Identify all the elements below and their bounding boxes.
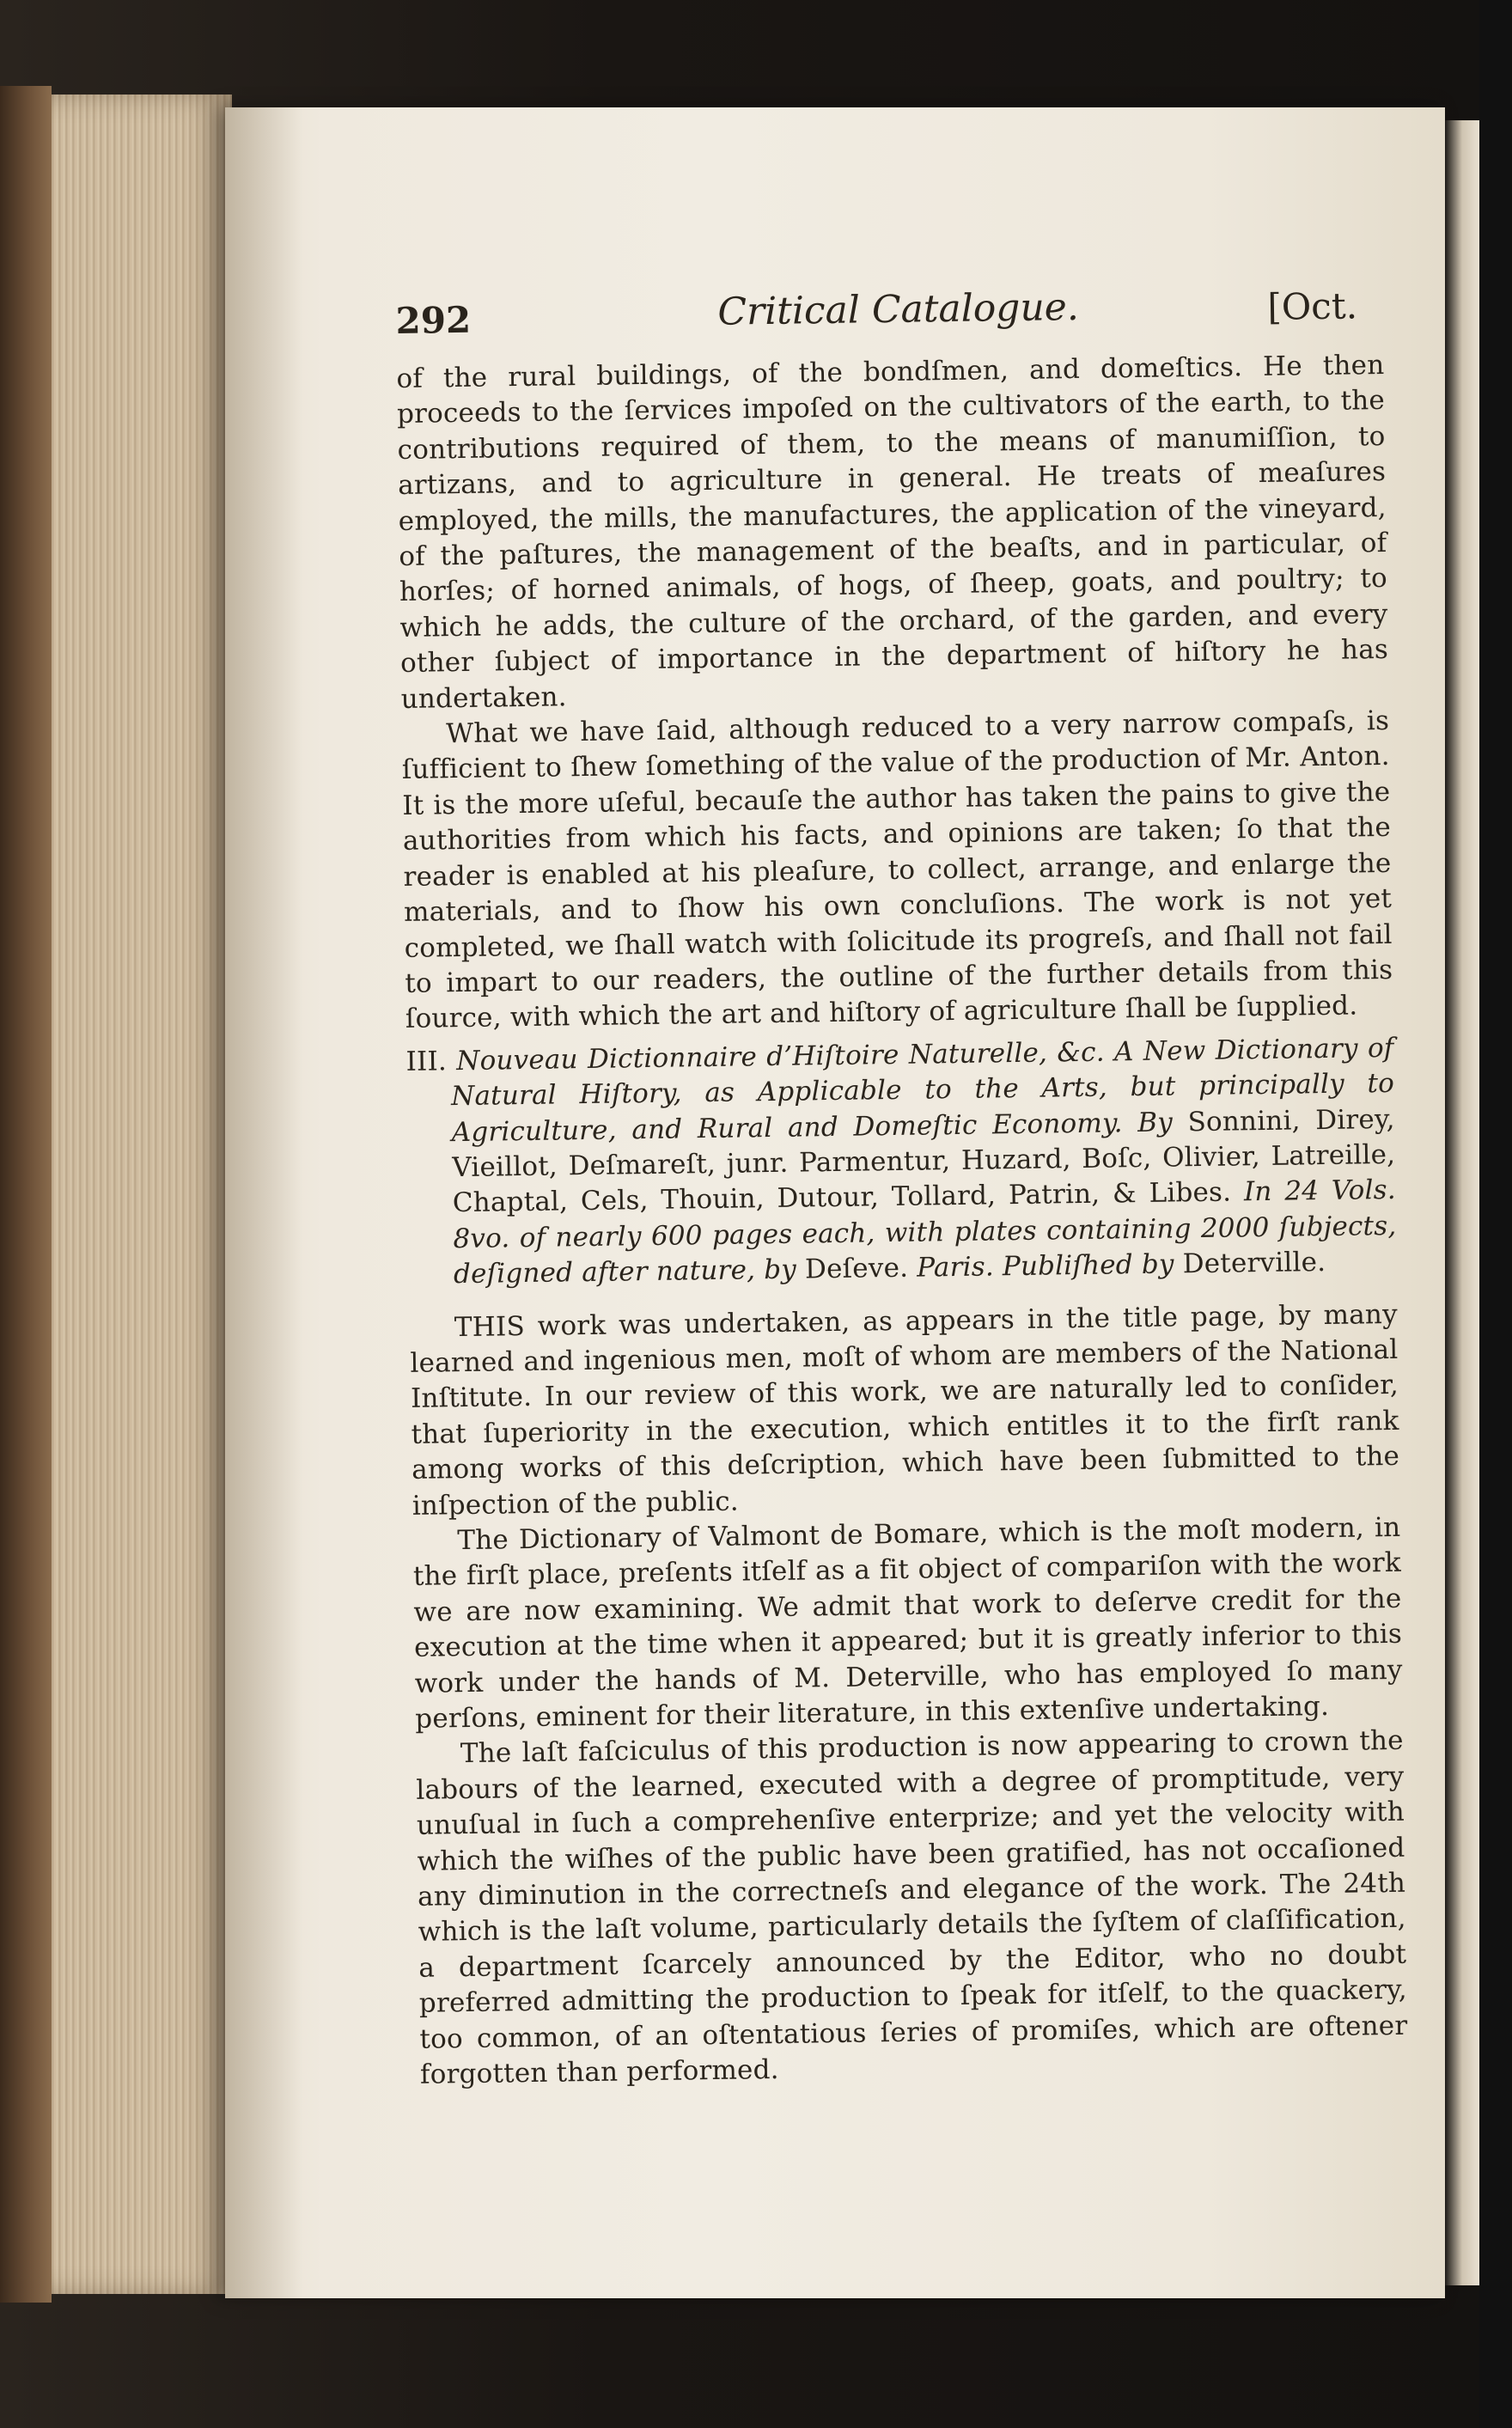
running-month: [Oct.: [1267, 284, 1358, 328]
running-head: [395, 274, 1384, 362]
paragraph-comparison: The Dictionary of Valmont de Bomare, which is the moſt modern, in the firſt place, preſents itſelf as a fit object of compariſon with the work we are now examining. We admit that work to deſerve credit for the execution at the time when it appeared; but it is greatly inferior to this work under the hands of M. Deterville, who has employed ſo many perſons, eminent for their literature, in this extenſive undertaking.: [412, 1511, 1403, 1735]
entry-format: In 24 Vols. 8vo. of nearly 600 pages each, with plates containing 2000 ſubjects, deſigned after nature, by: [453, 1174, 1397, 1290]
entry-by: By: [1137, 1106, 1174, 1138]
facing-page-edge: [1445, 120, 1479, 2285]
entry-publisher: Deterville.: [1182, 1247, 1326, 1280]
catalogue-entry-heading: [405, 1031, 1397, 1294]
running-title: Critical Catalogue.: [717, 284, 1080, 334]
entry-imprint: Paris. Publiſhed by: [916, 1248, 1174, 1284]
paragraph-review-intro: THIS work was undertaken, as appears in the title page, by many learned and ingenious men, moſt of whom are members of the National Inſtitute. In our review of this work, we are naturally led to conſider, that ſuperiority in the execution, which entitles it to the firſt rank among works of this deſcription, which have been ſubmitted to the inſpection of the public.: [410, 1298, 1400, 1522]
entry-number: III.: [405, 1045, 448, 1077]
paragraph-summary: What we have ſaid, although reduced to a very narrow compaſs, is ſufficient to ſhew ſomething of the value of the production of Mr. Anton. It is the more uſeful, becauſe the author has taken the pains to give the authorities from which his facts, and opinions are taken; ſo that the reader is enabled at his pleaſure, to collect, arrange, and enlarge the materials, and to ſhow his own concluſions. The work is not yet completed, we ſhall watch with ſolicitude its progreſs, and ſhall not fail to impart to our readers, the outline of the further details from this ſource, with which the art and hiſtory of agriculture ſhall be ſupplied.: [401, 705, 1393, 1035]
page-text: [395, 274, 1408, 2093]
entry-title-english: A New Dictionary of Natural Hiſtory, as Applicable to the Arts, but principally to Agriculture, and Rural and Domeſtic Economy.: [450, 1032, 1395, 1148]
paragraph-conclusion: The laſt faſciculus of this production is now appearing to crown the labours of the learned, executed with a degree of promptitude, very unuſual in ſuch a comprehenſive enterprize; and yet the velocity with which the wiſhes of the public have been gratified, has not occaſioned any diminution in the correctneſs and elegance of the work. The 24th which is the laſt volume, particularly details the ſyſtem of claſſification, a department ſcarcely announced by the Editor, who no doubt preferred admitting the production to ſpeak for itſelf, to the quackery, too common, of an oſtentatious ſeries of promiſes, which are oftener forgotten than performed.: [416, 1725, 1408, 2090]
paragraph-continued: of the rural buildings, of the bondſmen, and domeſtics. He then proceeds to the ſervices impoſed on the cultivators of the earth, to the contributions required of them, to the means of manumiſſion, to artizans, and to agriculture in general. He treats of meaſures employed, the mills, the manufactures, the application of the vineyard, of the paſtures, the management of the beaſts, and in particular, of horſes; of horned animals, of hogs, of ſheep, goats, and poultry; to which he adds, the culture of the orchard, of the garden, and every other ſubject of importance in the department of hiſtory he has undertaken.: [396, 349, 1389, 715]
entry-artist: Deſeve.: [804, 1252, 909, 1285]
page-number: 292: [395, 298, 472, 342]
book-binding: [0, 86, 52, 2303]
gutter-shadow: [225, 107, 302, 2298]
entry-title-french: Nouveau Dictionnaire d’Hiſtoire Naturelle, &c.: [456, 1036, 1105, 1077]
entry-authors: Sonnini, Direy, Vieillot, Deſmareſt, junr. Parmentur, Huzard, Boſc, Olivier, Latreille, Chaptal, Cels, Thouin, Dutour, Tollard, Patrin, & Libes.: [452, 1103, 1396, 1219]
scan-right-edge: [1479, 0, 1512, 2428]
